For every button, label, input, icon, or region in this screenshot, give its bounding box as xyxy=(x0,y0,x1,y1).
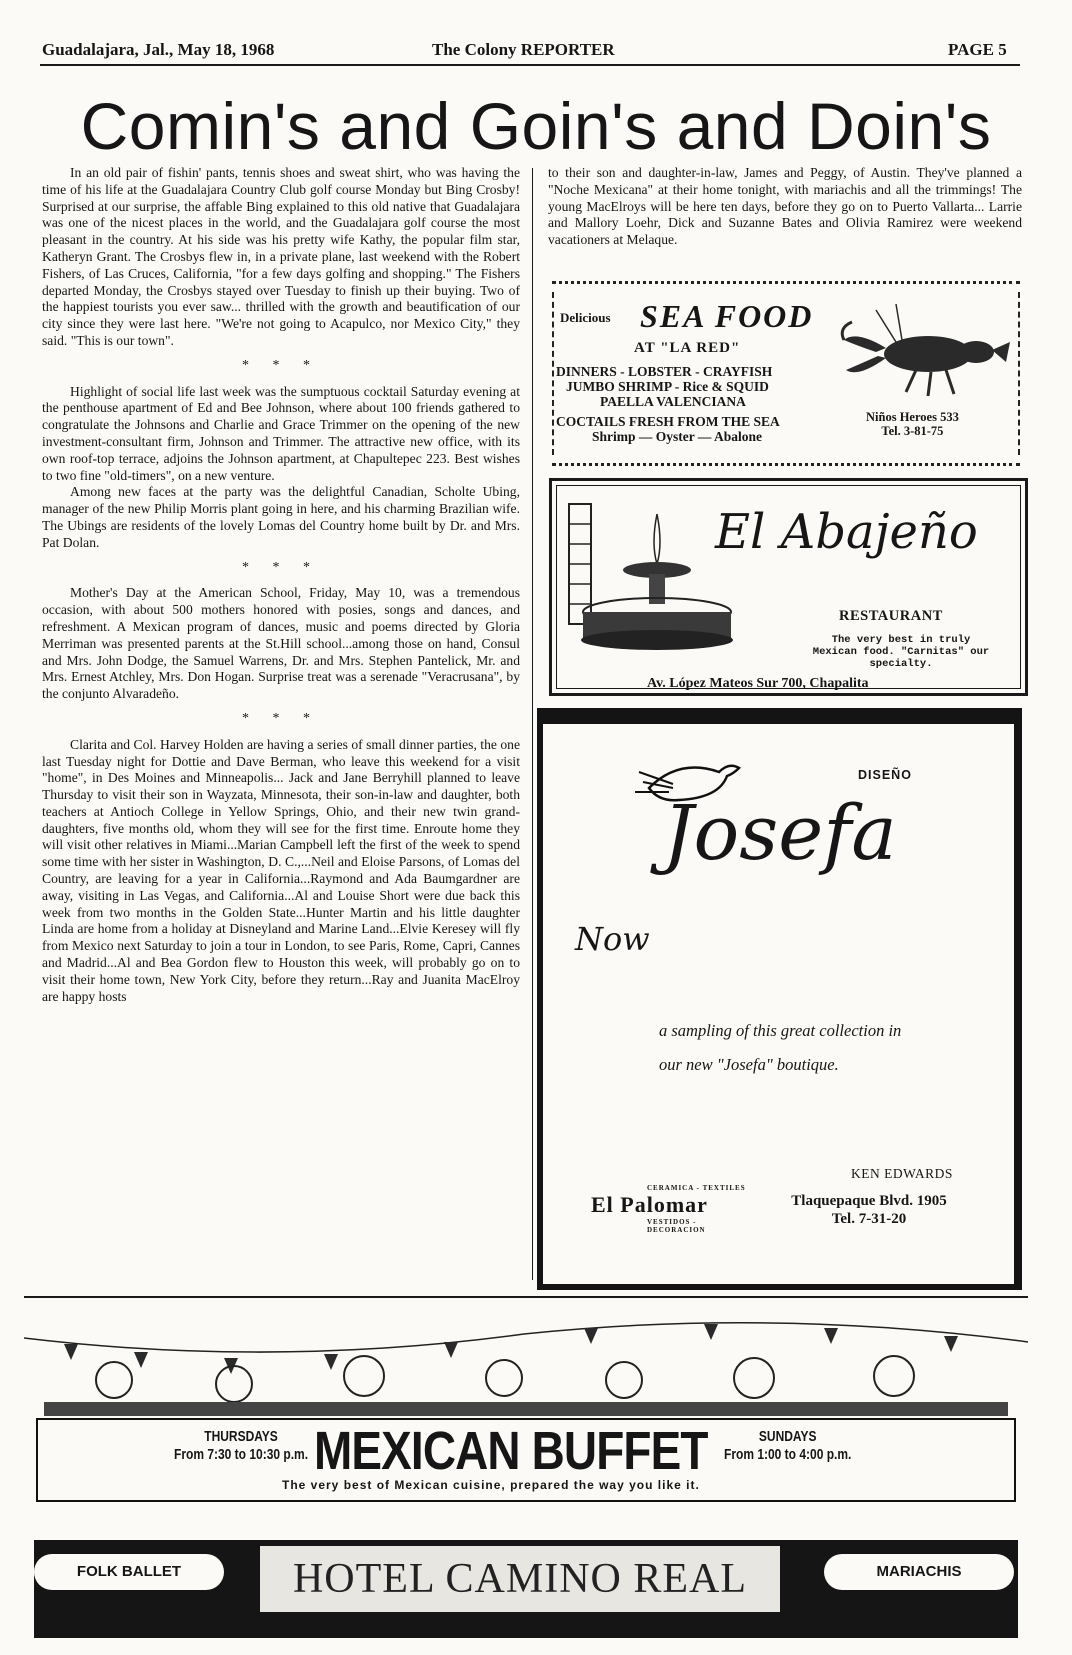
header-rule xyxy=(40,64,1020,66)
mariachis-pill: MARIACHIS xyxy=(824,1554,1014,1590)
sundays-hours xyxy=(724,1428,851,1464)
hotel-name: HOTEL CAMINO REAL xyxy=(260,1546,780,1612)
paragraph-mothers-day: Mother's Day at the American School, Friday, May 10, was a tremendous occasion, with about 500 mothers honored with posies, songs and dances, and refreshment. A Mexican program of dances, music and poems directed by Gloria Merriman was presented parents at the St.Hill school...among those on hand, Consul and Mrs. John Dodge, the Samuel Warrens, Dr. and Mrs. Stephen Pantelick, Mr. and Mrs. Ernest Atchley, Mrs. Don Hogan. Surprise treat was a serenade "Veracrusana", by the conjunto Alvaradeño. xyxy=(42,585,520,702)
paragraph-johnson: Highlight of social life last week was the sumptuous cocktail Saturday evening at the penthouse apartment of Ed and Bee Johnson, where about 100 friends gathered to congratulate the Johnsons and Charlie and Grace Trimmer on the opening of the new investment-consultant firm, Johnson and Trimmer. The attractive new office, with its own roof-top terrace, adjoins the Johnson apartment, at Chapultepec 223. Best wishes to two fine "old-timers", on a new venture. xyxy=(42,383,520,483)
ad-seafood-title: SEA FOOD xyxy=(640,298,814,334)
paragraph-crosby: In an old pair of fishin' pants, tennis shoes and sweat shirt, who was having the time of his life at the Guadalajara Country Club golf course Monday but Bing Crosby! Surprised at our surprise, the affable Bing explained to this old native that Guadalajara was one of the nicest places in the world, and the Guadalajara golf course the most pleasant in the country. At his side was his pretty wife Kathy, the popular film star, Katheryn Grant. The Crosbys flew in, in a private plane, last weekend with the Robert Fishers, of Las Cruces, California, "for a few days golfing and shopping." The Fishers departed Monday, the Crosbys stayed over Tuesday to finish up their buying. Two of the happiest tourists you ever saw... thrilled with the growth and beautification of our city since they were last here. "We're not going to Acapulco, nor Mexico City," they said. "This is our town". xyxy=(42,165,520,348)
josefa-address xyxy=(769,1192,969,1228)
separator-stars: * * * xyxy=(242,357,320,373)
menu-line: COCTAILS FRESH FROM THE SEA xyxy=(556,414,780,429)
ad-sea-food xyxy=(552,281,1020,466)
dateline: Guadalajara, Jal., May 18, 1968 xyxy=(42,40,275,59)
paper-name: The Colony REPORTER xyxy=(432,40,615,59)
paragraph-ubing: Among new faces at the party was the delightful Canadian, Scholte Ubing, manager of the new Philip Morris plant going in here, and his charming Brazilian wife. The Ubings are residents of the lovely Lomas del Country home built by Dr. and Mrs. Pat Dolan. xyxy=(42,484,520,550)
ad-seafood-address xyxy=(866,410,959,438)
menu-line: DINNERS - LOBSTER - CRAYFISH xyxy=(556,364,773,379)
right-column xyxy=(548,165,1022,249)
palomar-name: El Palomar xyxy=(591,1192,708,1217)
column-rule xyxy=(532,168,533,1280)
ad-seafood-menu xyxy=(556,364,780,444)
palomar-logo xyxy=(591,1184,751,1234)
page-number: PAGE 5 xyxy=(948,40,1007,59)
phone-line: Tel. 7-31-20 xyxy=(831,1211,907,1227)
sampling-line: our new "Josefa" boutique. xyxy=(659,1055,839,1074)
address-line: Tlaquepaque Blvd. 1905 xyxy=(791,1193,947,1209)
palomar-top: CERAMICA - TEXTILES xyxy=(647,1184,746,1192)
folk-ballet-pill: FOLK BALLET xyxy=(34,1554,224,1590)
thursdays-hours xyxy=(174,1428,308,1464)
left-column xyxy=(42,165,520,1005)
ad-hotel-camino-real xyxy=(24,1318,1028,1640)
separator-stars: * * * xyxy=(242,559,320,575)
buffet-subtitle: The very best of Mexican cuisine, prepared the way you like it. xyxy=(282,1478,700,1492)
restaurant-name: El Abajeño xyxy=(715,504,978,560)
menu-line: PAELLA VALENCIANA xyxy=(600,394,746,409)
headline: Comin's and Goin's and Doin's xyxy=(80,89,992,163)
bottom-rule xyxy=(24,1296,1028,1298)
sampling-text xyxy=(659,1014,989,1082)
paragraph-holden: Clarita and Col. Harvey Holden are having a series of small dinner parties, the one last Tuesday night for Dottie and Dave Berman, who leave this weekend for a visit "home", in Des Moines and Minneapolis... Jack and Jane Berryhill planned to leave Thursday to visit their son in Wayzata, Minnesota, their son-in-law and daughter, both teachers at Antioch College in Yellow Springs, Ohio, and their new twin grand-daughters, five months old, whom they will see for the first time. Enroute home they will visit other relatives in Miami...Marian Campbell left the first of the week to spend some time with her sister in Washington, D. C.,...Neil and Eloise Parsons, of Lomas del Country, are leaving for a year in California...Raymond and Ada Baumgardner are away, visiting in Las Vegas, and California...Al and Louise Short were due back this week from two months in the Golden State...Hunter Martin and his little daughter Linda are home from a holiday at Disneyland and Marine Land...Elvie Keresey will fly from Mexico next Saturday to join a tour in London, to see Paris, Rome, Capri, Cannes and Madrid...Al and Bea Gordon flew to Houston this week, will probably go on to visit their home town, New York City, before they return...Ray and Juanita MacElroy are happy hosts xyxy=(42,736,520,1004)
ad-josefa xyxy=(537,708,1022,1290)
sampling-line: a sampling of this great collection in xyxy=(659,1021,902,1040)
josefa-logo: Josefa xyxy=(663,788,897,877)
menu-line: JUMBO SHRIMP - Rice & SQUID xyxy=(566,379,769,394)
ad-seafood-at: AT "LA RED" xyxy=(634,340,741,356)
sundays-label: SUNDAYS xyxy=(758,1428,817,1445)
now-label: Now xyxy=(575,920,650,958)
restaurant-label: RESTAURANT xyxy=(839,608,943,624)
thursdays-time: From 7:30 to 10:30 p.m. xyxy=(174,1446,309,1463)
buffet-title: MEXICAN BUFFET xyxy=(314,1421,708,1481)
restaurant-address: Av. López Mateos Sur 700, Chapalita xyxy=(647,676,869,691)
paragraph-macelroy: to their son and daughter-in-law, James and Peggy, of Austin. They've planned a "Noche Mexicana" at their home tonight, with mariachis and all the trimmings! The young MacElroys will be here ten days, before they go on to Puerto Vallarta... Larrie and Mallory Loehr, Dick and Suzanne Bates and Olivia Ramirez were weekend vacationers at Melaque. xyxy=(548,165,1022,248)
festive-banner-illustration xyxy=(24,1318,1028,1418)
ken-edwards: KEN EDWARDS xyxy=(851,1166,953,1181)
address-line: Tel. 3-81-75 xyxy=(881,424,944,438)
menu-line: Shrimp — Oyster — Abalone xyxy=(592,429,763,444)
address-line: Niños Heroes 533 xyxy=(866,410,959,424)
ad-delicious: Delicious xyxy=(560,310,611,325)
lobster-icon xyxy=(836,300,1014,404)
restaurant-tagline: The very best in truly Mexican food. "Carnitas" our specialty. xyxy=(812,634,990,670)
palomar-bottom: VESTIDOS - DECORACION xyxy=(647,1218,706,1234)
separator-stars: * * * xyxy=(242,710,320,726)
diseno-label: DISEÑO xyxy=(858,768,912,782)
thursdays-label: THURSDAYS xyxy=(204,1428,278,1445)
ad-el-abajeno xyxy=(549,478,1028,696)
sundays-time: From 1:00 to 4:00 p.m. xyxy=(724,1446,852,1463)
